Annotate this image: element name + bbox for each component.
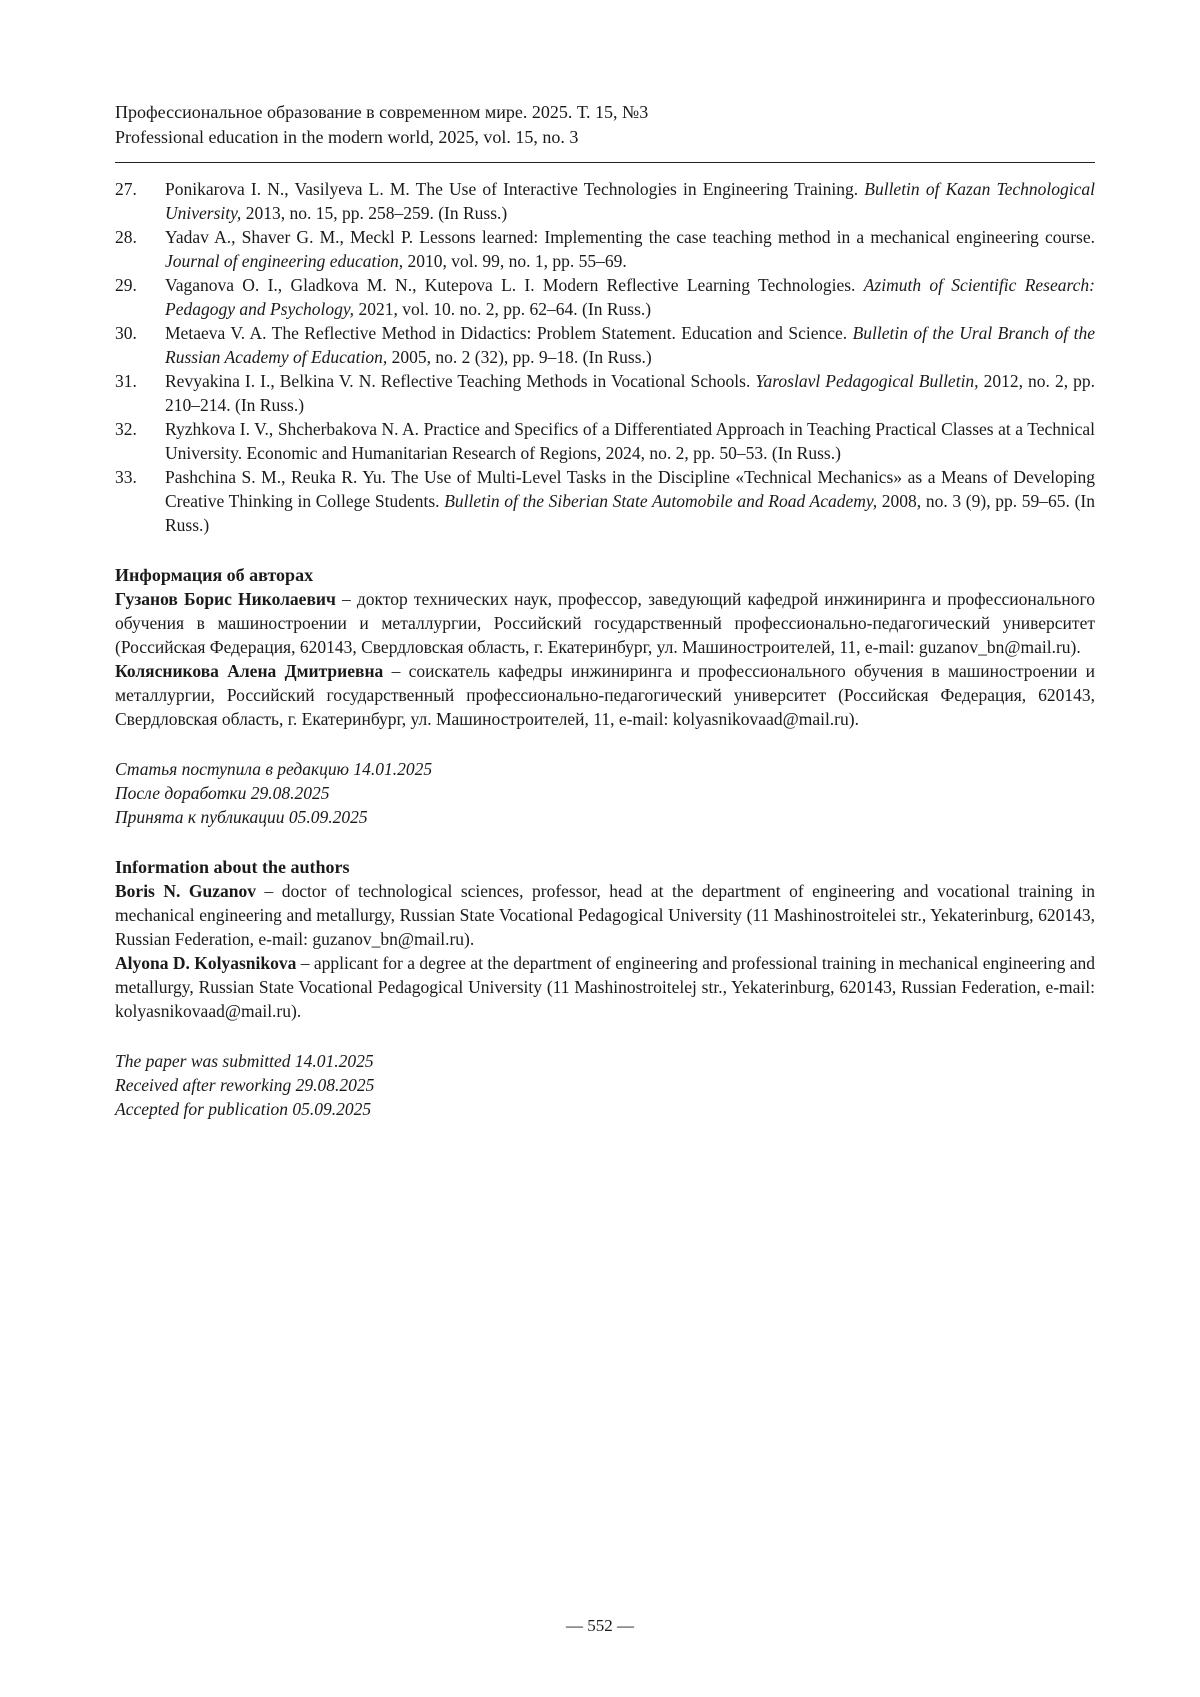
reference-text: Ponikarova I. N., Vasilyeva L. M. The Use of Interactive Technologies in Engineering Training. Bulletin of Kazan Technological University, 2013, no. 15, pp. 258–259. (In Russ.) (165, 177, 1095, 225)
reference-number: 28. (115, 225, 165, 273)
reference-text: Metaeva V. A. The Reflective Method in Didactics: Problem Statement. Education and Science. Bulletin of the Ural Branch of the Russian Academy of Education, 2005, no. 2 (32), pp. 9–18. (In Russ.) (165, 321, 1095, 369)
submission-dates-ru (115, 757, 1095, 829)
author-name: Alyona D. Kolyasnikova (115, 953, 296, 973)
author-name: Boris N. Guzanov (115, 881, 256, 901)
journal-header (115, 100, 1095, 150)
reference-text: Vaganova O. I., Gladkova M. N., Kutepova L. I. Modern Reflective Learning Technologies. Azimuth of Scientific Research: Pedagogy and Psychology, 2021, vol. 10. no. 2, pp. 62–64. (In Russ.) (165, 273, 1095, 321)
reference-item (115, 273, 1095, 321)
author-name: Колясникова Алена Дмитриевна (115, 661, 383, 681)
author-info-ru: Колясникова Алена Дмитриевна – соискатель кафедры инжиниринга и профессионального обучения в машиностроении и металлургии, Российский государственный профессионально-педагогический университет (Российская Федерация, 620143, Свердловская область, г. Екатеринбург, ул. Машиностроителей, 11, e-mail: kolyasnikovaad@mail.ru). (115, 659, 1095, 731)
reference-number: 29. (115, 273, 165, 321)
date-accepted: Accepted for publication 05.09.2025 (115, 1097, 1095, 1121)
journal-title-en: Professional education in the modern world, 2025, vol. 15, no. 3 (115, 125, 1095, 150)
authors-heading-en: Information about the authors (115, 855, 1095, 879)
reference-text: Ryzhkova I. V., Shcherbakova N. A. Practice and Specifics of a Differentiated Approach in Teaching Practical Classes at a Technical University. Economic and Humanitarian Research of Regions, 2024, no. 2, pp. 50–53. (In Russ.) (165, 417, 1095, 465)
reference-number: 27. (115, 177, 165, 225)
date-submitted: Статья поступила в редакцию 14.01.2025 (115, 757, 1095, 781)
reference-item (115, 417, 1095, 465)
reference-item (115, 369, 1095, 417)
reference-item (115, 225, 1095, 273)
reference-text: Pashchina S. M., Reuka R. Yu. The Use of Multi-Level Tasks in the Discipline «Technical Mechanics» as a Means of Developing Creative Thinking in College Students. Bulletin of the Siberian State Automobile and Road Academy, 2008, no. 3 (9), pp. 59–65. (In Russ.) (165, 465, 1095, 537)
reference-number: 31. (115, 369, 165, 417)
header-divider (115, 162, 1095, 163)
author-info-ru: Гузанов Борис Николаевич – доктор технических наук, профессор, заведующий кафедрой инжиниринга и профессионального обучения в машиностроении и металлургии, Российский государственный профессионально-педагогический университет (Российская Федерация, 620143, Свердловская область, г. Екатеринбург, ул. Машиностроителей, 11, e-mail: guzanov_bn@mail.ru). (115, 587, 1095, 659)
author-name: Гузанов Борис Николаевич (115, 589, 336, 609)
date-revised: После доработки 29.08.2025 (115, 781, 1095, 805)
date-accepted: Принята к публикации 05.09.2025 (115, 805, 1095, 829)
reference-item (115, 177, 1095, 225)
author-info-en: Boris N. Guzanov – doctor of technological sciences, professor, head at the department of engineering and vocational training in mechanical engineering and metallurgy, Russian State Vocational Pedagogical University (11 Mashinostroitelei str., Yekaterinburg, 620143, Russian Federation, e-mail: guzanov_bn@mail.ru). (115, 879, 1095, 951)
reference-number: 32. (115, 417, 165, 465)
journal-title-ru: Профессиональное образование в современном мире. 2025. Т. 15, №3 (115, 100, 1095, 125)
submission-dates-en (115, 1049, 1095, 1121)
author-info-en: Alyona D. Kolyasnikova – applicant for a degree at the department of engineering and professional training in mechanical engineering and metallurgy, Russian State Vocational Pedagogical University (11 Mashinostroitelej str., Yekaterinburg, 620143, Russian Federation, e-mail: kolyasnikovaad@mail.ru). (115, 951, 1095, 1023)
reference-text: Yadav A., Shaver G. M., Meckl P. Lessons learned: Implementing the case teaching method in a mechanical engineering course. Journal of engineering education, 2010, vol. 99, no. 1, pp. 55–69. (165, 225, 1095, 273)
reference-item (115, 321, 1095, 369)
page-content (115, 100, 1095, 1121)
authors-heading-ru: Информация об авторах (115, 563, 1095, 587)
date-revised: Received after reworking 29.08.2025 (115, 1073, 1095, 1097)
reference-text: Revyakina I. I., Belkina V. N. Reflective Teaching Methods in Vocational Schools. Yaroslavl Pedagogical Bulletin, 2012, no. 2, pp. 210–214. (In Russ.) (165, 369, 1095, 417)
reference-number: 30. (115, 321, 165, 369)
reference-item (115, 465, 1095, 537)
date-submitted: The paper was submitted 14.01.2025 (115, 1049, 1095, 1073)
reference-number: 33. (115, 465, 165, 537)
reference-list (115, 177, 1095, 537)
page-number: — 552 — (0, 1616, 1200, 1636)
